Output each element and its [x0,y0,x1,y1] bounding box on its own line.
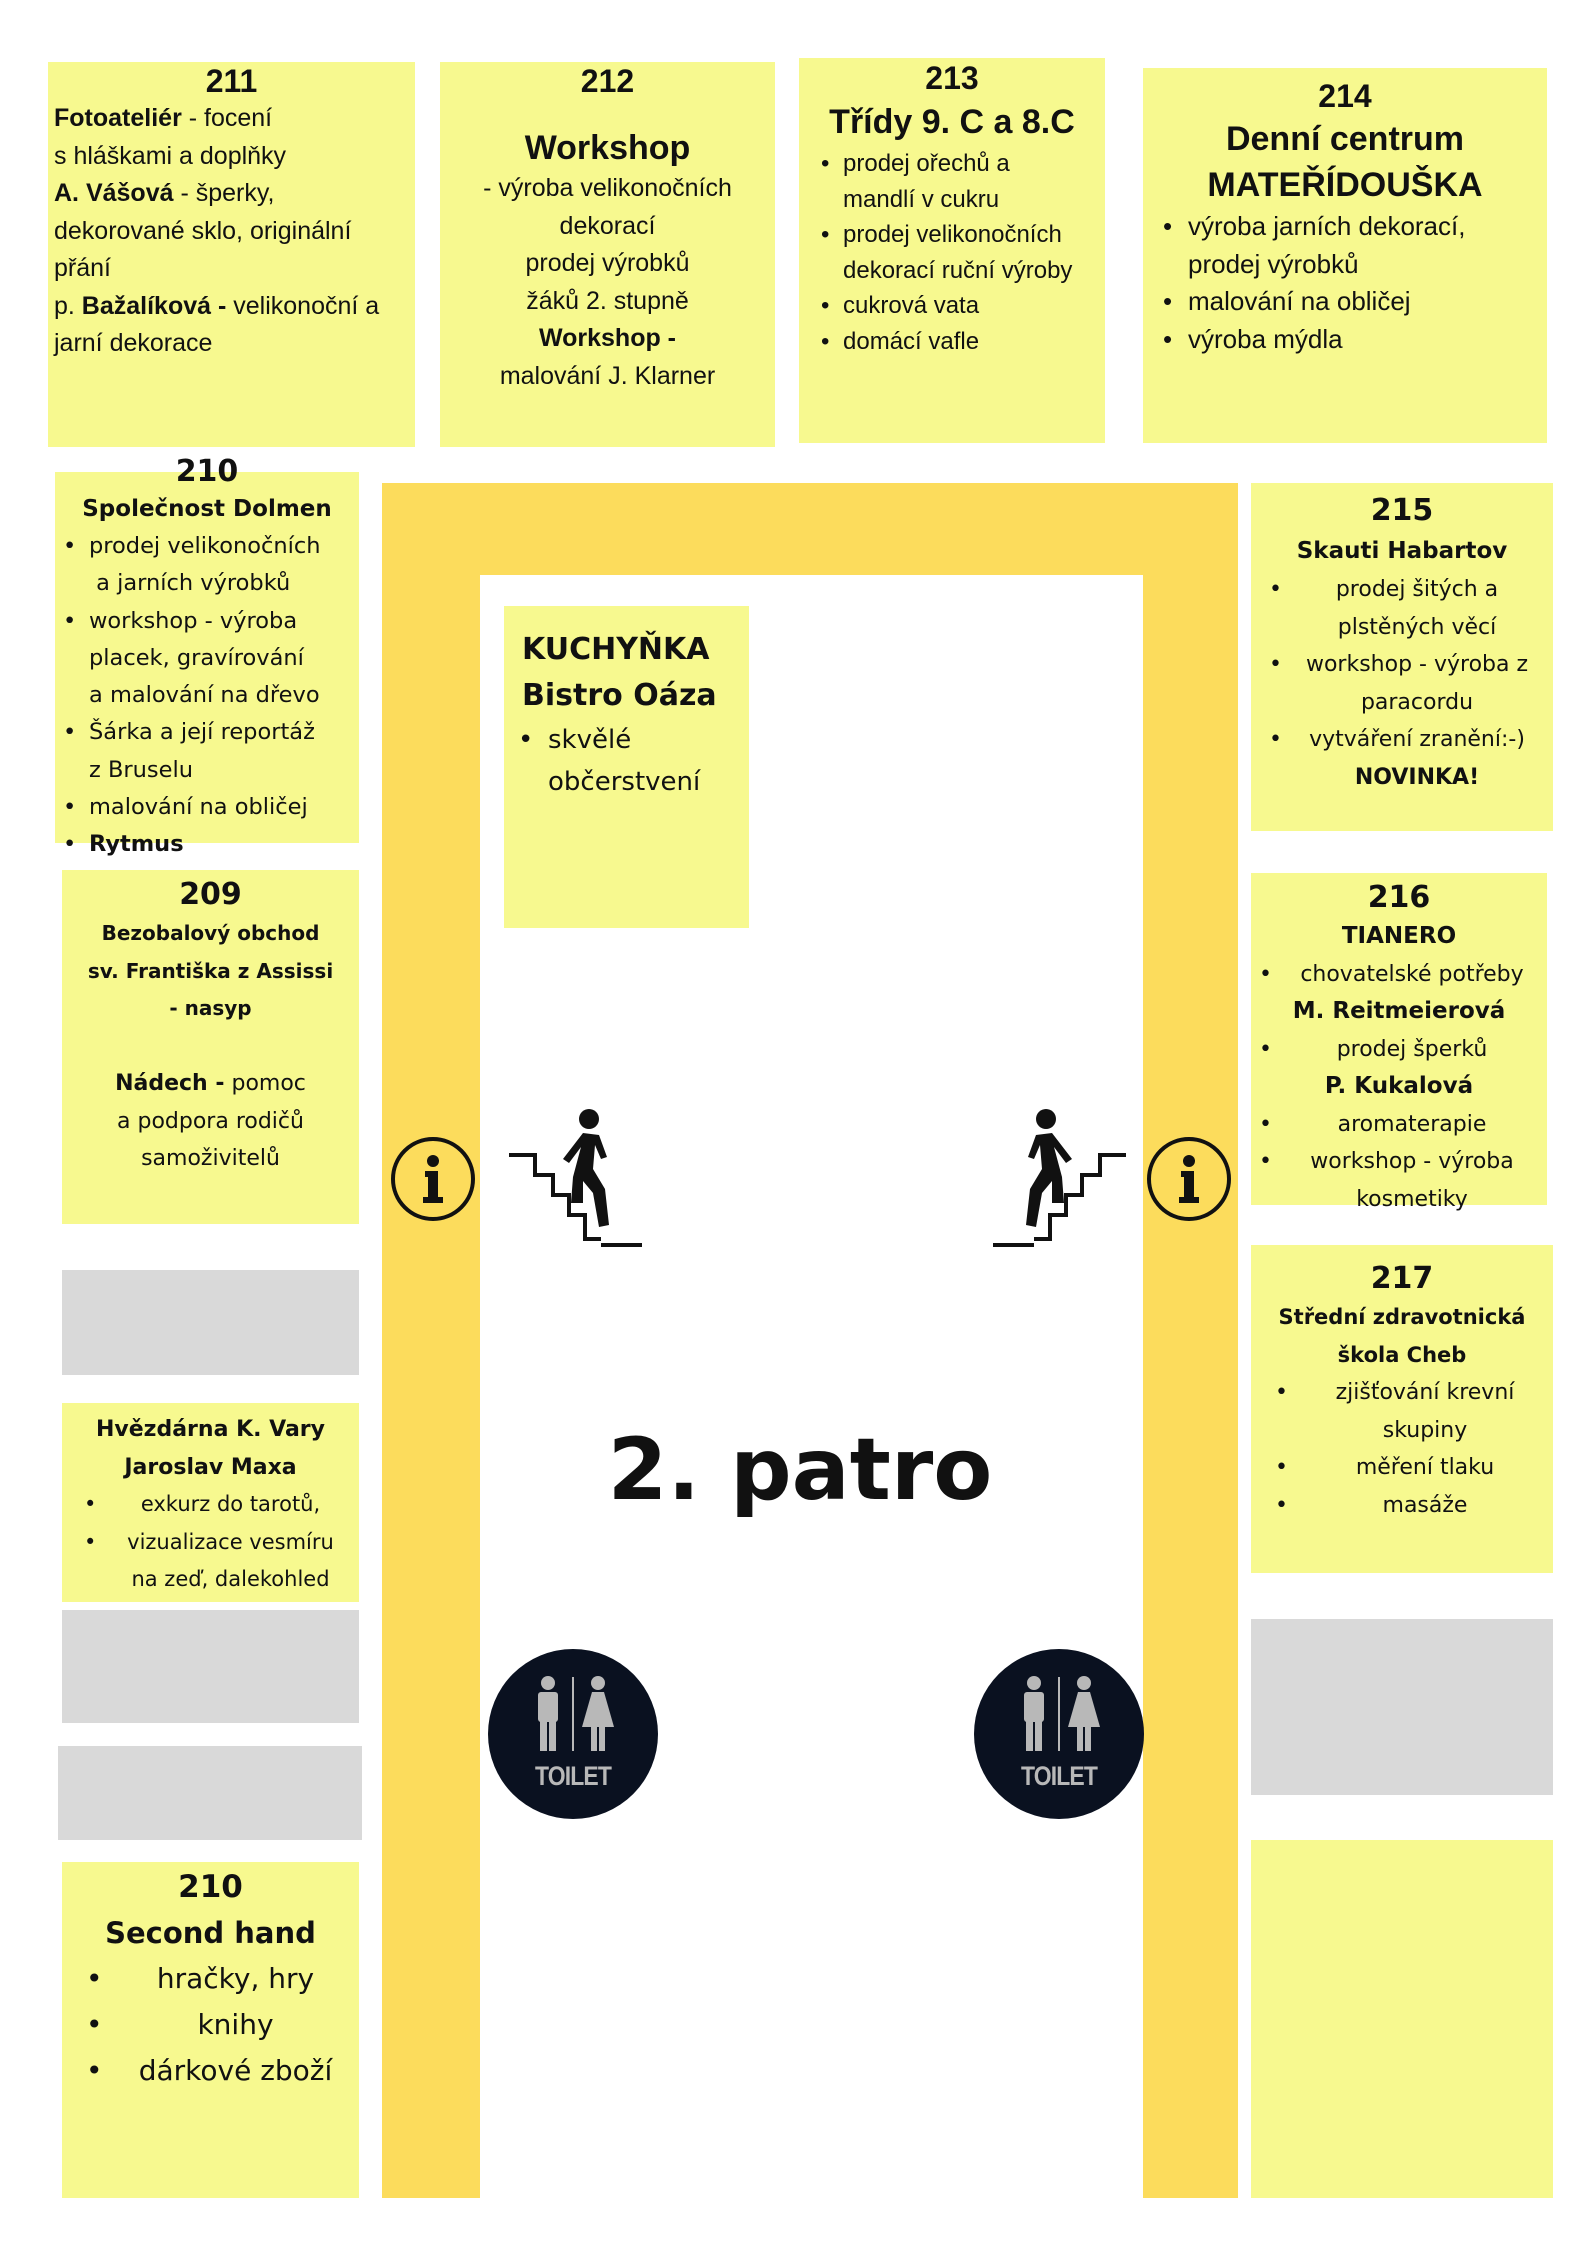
empty-room [1251,1619,1553,1795]
room-line [440,283,775,321]
room-number [48,62,415,100]
text-span: KUCHYŇKA [522,632,710,667]
text-span: Bistro Oáza [522,678,717,713]
floor-title: 2. patro [607,1420,993,1520]
corridor-left [382,483,480,2198]
text-span: skupiny [1382,1417,1468,1443]
empty-yellow-room [1251,1840,1553,2198]
text-span: Bezobalový obchod [101,921,320,945]
bullet-icon: • [821,327,830,355]
room-box [1251,873,1547,1212]
text-span: Jaroslav Maxa [124,1454,297,1480]
room-box [62,1862,359,2198]
text-span: jarní dekorace [54,329,213,357]
bullet-icon: • [1259,1111,1272,1137]
room-line [55,714,359,751]
room-line [1143,283,1547,321]
info-icon [1147,1137,1231,1221]
text-span: Fotoateliér [54,104,182,132]
room-line [1143,208,1547,246]
bullet-icon: • [84,1492,97,1516]
bullet-icon: • [1269,577,1282,602]
text-span: aromaterapie [1337,1111,1487,1137]
room-line [48,288,415,326]
room-line [62,1561,359,1599]
toilet-label: TOILET [1020,1761,1098,1791]
room-number [1143,76,1547,116]
corridor-right [1143,483,1238,2198]
text-span: knihy [197,2008,274,2041]
room-box [55,454,359,858]
room-line [55,677,359,714]
room-title [62,990,359,1028]
room-line [48,100,415,138]
room-box [1251,1245,1553,1573]
text-span: chovatelské potřeby [1300,961,1524,987]
text-span: TIANERO [1341,923,1457,949]
text-span: Rytmus [89,831,184,858]
room-number [1251,1259,1553,1299]
bullet-icon: • [63,607,77,634]
bullet-icon: • [821,292,830,319]
room-title [1143,116,1547,162]
text-span: Střední zdravotnická [1278,1305,1526,1329]
room-title [1143,162,1547,208]
text-span: mandlí v cukru [843,185,1000,213]
room-line [55,565,359,602]
text-span: přání [54,254,111,282]
bullet-icon: • [1259,1036,1272,1062]
text-span: - focení [181,104,273,132]
bullet-icon: • [86,1962,103,1995]
room-line [55,752,359,789]
room-line [1251,1106,1547,1144]
text-span: domácí vafle [843,327,980,355]
text-span: Bažalíková - [81,291,227,320]
room-line [504,761,749,803]
bullet-icon: • [1259,1149,1272,1174]
room-title [1251,531,1553,571]
room-title [62,915,359,953]
text-span: P. Kukalová [1324,1073,1474,1099]
room-box [1143,68,1547,443]
room-title [504,673,749,719]
room-line [62,1103,359,1141]
room-line [55,640,359,677]
room-line [62,1028,359,1066]
text-span: prodej šitých a [1335,577,1499,602]
room-box [62,870,359,1224]
text-span: cukrová vata [843,292,980,319]
room-line [799,288,1105,324]
room-line [62,1140,359,1178]
room-title [504,627,749,673]
toilet-label: TOILET [534,1761,612,1791]
text-span: velikonoční a [226,291,380,320]
room-title [440,126,775,170]
room-line [55,528,359,565]
room-line [1251,1374,1553,1412]
text-span: 213 [925,60,979,96]
room-number [440,62,775,100]
text-span: 209 [179,877,242,912]
info-icon [391,1137,475,1221]
room-line [440,358,775,396]
stairs-icon [509,1107,642,1248]
text-span: plstěných věcí [1337,614,1497,640]
text-span: 214 [1318,78,1372,114]
corridor-top [480,483,1143,575]
room-line [48,250,415,288]
text-span: Skauti Habartov [1296,538,1508,564]
text-span: masáže [1382,1492,1468,1518]
text-span: paracordu [1360,689,1474,715]
text-span: prodej výrobků [525,249,690,277]
text-span: 216 [1367,880,1431,915]
room-number [1251,878,1547,918]
text-span: MATEŘÍDOUŠKA [1207,166,1483,204]
room-title [1251,918,1547,956]
text-span: Second hand [105,1916,316,1950]
room-line [1251,1412,1553,1450]
room-title [1251,1068,1547,1106]
text-span: a jarních výrobků [89,570,291,597]
bullet-icon: • [63,831,77,858]
text-span: prodej ořechů a [843,150,1010,177]
text-span: Šárka a její reportáž [89,719,315,746]
room-title [62,1411,359,1449]
bullet-icon: • [1275,1455,1288,1480]
room-line [62,2002,359,2048]
text-span: vizualizace vesmíru [127,1529,334,1554]
text-span: škola Cheb [1337,1342,1467,1367]
room-box [440,62,775,447]
room-line [440,208,775,246]
room-line [799,217,1105,253]
text-span: Nádech - [115,1071,225,1096]
text-span: s hláškami a doplňky [54,141,287,170]
text-span: prodej velikonočních [843,221,1062,248]
room-line [1251,1449,1553,1487]
room-title [62,953,359,991]
text-span: 215 [1370,493,1434,528]
text-span: prodej velikonočních [89,533,321,559]
text-span: hračky, hry [156,1962,315,1995]
room-line [1251,1143,1547,1181]
bullet-icon: • [86,2008,103,2041]
room-line [799,146,1105,182]
bullet-icon: • [63,794,77,821]
room-line [1251,759,1553,797]
text-span: měření tlaku [1355,1455,1495,1480]
room-line [48,175,415,213]
empty-room [62,1270,359,1375]
room-line [48,138,415,176]
room-number [62,1864,359,1910]
text-span: Společnost Dolmen [82,496,332,522]
room-box [1251,483,1553,831]
room-line [1143,246,1547,284]
text-span: a podpora rodičů [117,1108,304,1134]
room-line [62,1956,359,2002]
text-span: workshop - výroba [89,607,298,634]
bullet-icon: • [86,2054,103,2087]
text-span: skvělé [548,725,632,755]
room-line [62,1065,359,1103]
empty-room [62,1610,359,1723]
text-span [207,1034,214,1059]
bullet-icon: • [1269,727,1282,752]
text-span: exkurz do tarotů, [140,1492,321,1516]
bullet-icon: • [1163,286,1173,316]
empty-room [58,1746,362,1840]
room-line [799,182,1105,218]
text-span: 212 [580,63,635,99]
room-title [1251,993,1547,1031]
text-span: placek, gravírování [89,644,304,671]
room-line [48,213,415,251]
text-span: - nasyp [169,996,252,1020]
bullet-icon: • [1269,652,1282,677]
text-span: žáků 2. stupně [526,286,689,315]
text-span: zjišťování krevní [1335,1380,1515,1405]
room-title [799,98,1105,146]
room-line [440,170,775,208]
room-number [1251,491,1553,531]
bullet-icon: • [821,150,830,177]
room-line [799,324,1105,360]
bullet-icon: • [1163,211,1173,241]
stairs-icon [993,1107,1126,1248]
room-line [62,1486,359,1524]
text-span: Hvězdárna K. Vary [95,1417,325,1442]
room-line [799,253,1105,289]
text-span: p. [54,291,82,320]
text-span: výroba mýdla [1188,323,1343,354]
text-span: vytváření zranění:-) [1309,727,1525,752]
room-line [1251,646,1553,684]
room-line [440,245,775,283]
room-line [55,826,359,863]
bullet-icon: • [63,533,77,559]
bullet-icon: • [821,221,830,248]
text-span: dekorované sklo, originální [54,216,352,245]
room-number [799,58,1105,98]
text-span: Denní centrum [1225,120,1465,158]
text-span: NOVINKA! [1354,764,1480,790]
text-span: A. Vášová [54,179,174,207]
toilet-figures-icon [488,1649,658,1759]
room-box [48,62,415,447]
text-span: prodej výrobků [1188,248,1359,279]
text-span: 210 [175,454,239,489]
room-line [48,325,415,363]
room-line [440,320,775,358]
text-span: výroba jarních dekorací, [1188,211,1466,241]
bullet-icon: • [1275,1492,1288,1518]
room-line [1251,609,1553,647]
text-span: dekorací ruční výroby [843,256,1073,284]
text-span: pomoc [224,1071,306,1096]
room-title [1251,1299,1553,1337]
room-line [1251,684,1553,722]
room-box [62,1403,359,1602]
text-span: workshop - výroba [1310,1149,1514,1174]
room-line [62,1524,359,1562]
text-span: Workshop - [538,324,677,352]
room-title [62,1449,359,1487]
room-line [62,2048,359,2094]
toilet-sign [488,1649,658,1819]
room-line [55,789,359,826]
text-span: na zeď, dalekohled [131,1567,330,1591]
toilet-sign [974,1649,1144,1819]
text-span: sv. Františka z Assissi [87,958,334,983]
room-line [55,603,359,640]
room-line [1251,571,1553,609]
room-line [1251,1487,1553,1525]
text-span: - šperky, [173,179,275,207]
text-span: prodej šperků [1336,1036,1488,1062]
text-span: Třídy 9. C a 8.C [829,103,1075,141]
text-span: 210 [178,1869,243,1905]
text-span: dárkové zboží [138,2054,333,2087]
text-span: M. Reitmeierová [1292,998,1506,1024]
room-line [1143,321,1547,359]
text-span: malování J. Klarner [499,361,716,390]
text-span: občerstvení [548,767,701,797]
room-number [62,875,359,915]
room-line [1251,1181,1547,1219]
bullet-icon: • [84,1529,97,1554]
room-line [1251,1031,1547,1069]
bullet-icon: • [1275,1380,1288,1405]
text-span: malování na obličej [1188,286,1411,316]
text-span: samoživitelů [141,1146,280,1171]
toilet-figures-icon [974,1649,1144,1759]
room-number [55,454,359,490]
text-span: 211 [205,63,258,99]
bullet-icon: • [1163,323,1173,354]
text-span: z Bruselu [89,756,193,783]
room-box [504,606,749,928]
room-title [1251,1337,1553,1375]
text-span: - výroba velikonočních [483,174,732,202]
bullet-icon: • [1259,961,1272,987]
text-span: Workshop [524,129,691,167]
room-title [55,490,359,528]
text-span: 217 [1370,1261,1434,1296]
text-span: malování na obličej [89,794,308,821]
room-line [1251,956,1547,994]
room-title [62,1910,359,1956]
room-line [1251,721,1553,759]
text-span: kosmetiky [1356,1186,1468,1212]
room-line [504,719,749,761]
bullet-icon: • [518,725,534,755]
room-box [799,58,1105,443]
text-span: workshop - výroba z [1305,652,1529,677]
bullet-icon: • [63,719,77,746]
text-span: a malování na dřevo [89,682,320,709]
text-span: dekorací [559,211,656,240]
